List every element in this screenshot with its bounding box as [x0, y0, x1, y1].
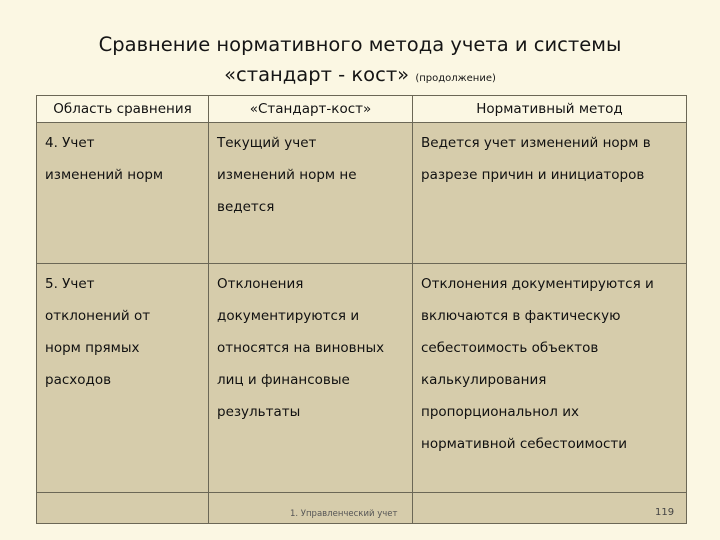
table-row: [37, 264, 687, 493]
cell-line: норм прямых: [45, 340, 140, 356]
table-cell: [413, 493, 687, 524]
cell-line: документируются и: [217, 308, 360, 324]
header-area: Область сравнения: [37, 96, 209, 123]
title-line-2: [0, 60, 720, 94]
title-main: «стандарт - кост»: [224, 63, 410, 86]
slide-title: [0, 30, 720, 94]
cell-line: разрезе причин и инициаторов: [421, 167, 645, 183]
table-header-row: [37, 96, 687, 123]
cell-line: нормативной себестоимости: [421, 436, 628, 452]
cell-line: калькулирования: [421, 372, 547, 388]
cell-line: себестоимость объектов: [421, 340, 599, 356]
comparison-table: [36, 95, 687, 524]
cell-line: относятся на виновных: [217, 340, 385, 356]
cell-line: расходов: [45, 372, 112, 388]
page-number: 119: [655, 507, 675, 518]
cell-line: ведется: [217, 199, 275, 215]
title-suffix: (продолжение): [415, 73, 496, 84]
table-cell: [413, 123, 687, 264]
header-normative: Нормативный метод: [413, 96, 687, 123]
cell-line: 4. Учет: [45, 135, 95, 151]
footer-text: 1. Управленческий учет: [290, 509, 398, 519]
header-standard-cost: «Стандарт-кост»: [209, 96, 413, 123]
cell-line: изменений норм не: [217, 167, 357, 183]
cell-line: лиц и финансовые: [217, 372, 350, 388]
table-cell: [209, 123, 413, 264]
cell-line: включаются в фактическую: [421, 308, 621, 324]
cell-line: 5. Учет: [45, 276, 95, 292]
cell-line: результаты: [217, 404, 301, 420]
table-cell: [37, 123, 209, 264]
cell-line: Текущий учет: [217, 135, 317, 151]
cell-line: Ведется учет изменений норм в: [421, 135, 651, 151]
cell-line: пропорциональнол их: [421, 404, 579, 420]
cell-line: Отклонения документируются и: [421, 276, 654, 292]
title-line-1: Сравнение нормативного метода учета и системы: [98, 33, 622, 56]
table-cell: [209, 264, 413, 493]
cell-line: отклонений от: [45, 308, 151, 324]
table-cell: [37, 493, 209, 524]
table-row: [37, 123, 687, 264]
table-cell: [37, 264, 209, 493]
cell-line: Отклонения: [217, 276, 304, 292]
table-cell: [413, 264, 687, 493]
cell-line: изменений норм: [45, 167, 164, 183]
